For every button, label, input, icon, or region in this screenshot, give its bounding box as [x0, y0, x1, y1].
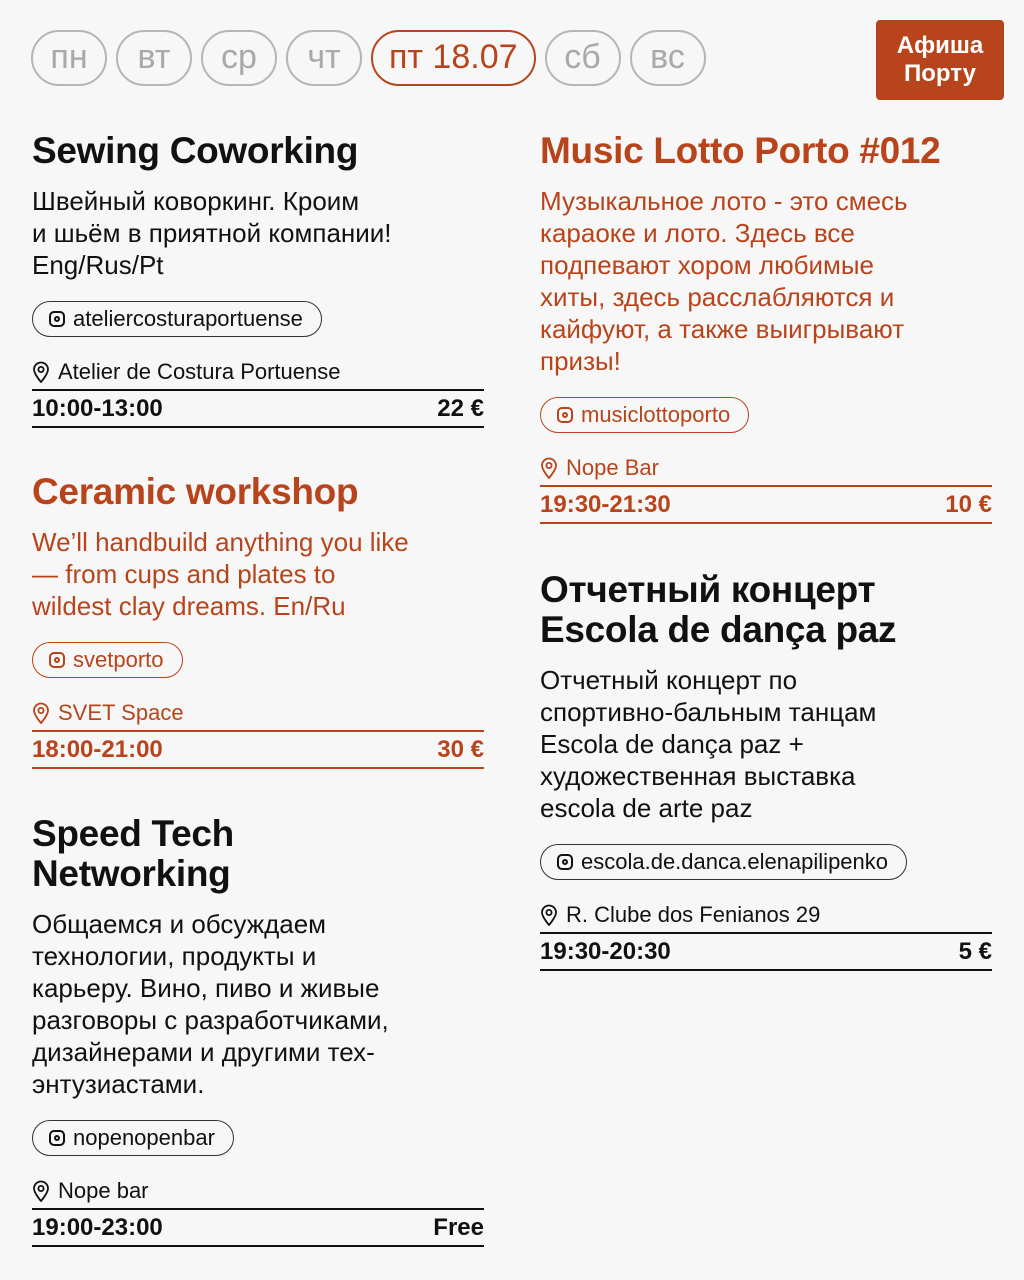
- instagram-link[interactable]: [32, 1120, 234, 1156]
- instagram-link[interactable]: [540, 844, 907, 880]
- instagram-icon: [49, 311, 65, 327]
- desc-line: художественная выставка: [540, 761, 856, 791]
- event-description: [32, 526, 484, 622]
- desc-line: Escola de dança paz +: [540, 729, 804, 759]
- title-line: Отчетный концерт: [540, 569, 876, 610]
- venue: [32, 1178, 484, 1204]
- desc-line: We’ll handbuild anything you like: [32, 527, 409, 557]
- desc-line: призы!: [540, 346, 621, 376]
- divider: [540, 522, 992, 524]
- desc-line: энтузиастами.: [32, 1069, 205, 1099]
- day-tab-sat[interactable]: сб: [545, 30, 621, 86]
- event-description: [32, 908, 484, 1100]
- event-title: Ceramic workshop: [32, 471, 359, 512]
- desc-line: и шьём в приятной компании!: [32, 218, 392, 248]
- desc-line: escola de arte paz: [540, 793, 753, 823]
- event-description: [32, 185, 484, 281]
- instagram-icon: [49, 652, 65, 668]
- divider: [32, 767, 484, 769]
- event-time: 19:30-20:30: [540, 938, 671, 965]
- divider: [540, 969, 992, 971]
- day-selector: [31, 30, 706, 90]
- desc-line: спортивно-бальным танцам: [540, 697, 877, 727]
- venue-name: Atelier de Costura Portuense: [58, 359, 341, 384]
- desc-line: — from cups and plates to: [32, 559, 336, 589]
- time-price-row: [540, 490, 992, 520]
- divider: [32, 426, 484, 428]
- event-price: 10 €: [945, 491, 992, 518]
- event-price: Free: [433, 1214, 484, 1241]
- divider: [540, 932, 992, 934]
- time-price-row: [32, 394, 484, 424]
- desc-line: дизайнерами и другими тех-: [32, 1037, 375, 1067]
- logo-line-1: Афиша: [896, 32, 984, 59]
- event-card-sewing: [32, 131, 484, 428]
- desc-line: технологии, продукты и: [32, 941, 317, 971]
- time-price-row: [540, 937, 992, 967]
- desc-line: Швейный коворкинг. Кроим: [32, 186, 360, 216]
- divider: [32, 389, 484, 391]
- instagram-handle: musiclottoporto: [581, 402, 731, 427]
- instagram-link[interactable]: [540, 397, 749, 433]
- venue-name: SVET Space: [58, 700, 184, 725]
- instagram-handle: svetporto: [73, 647, 164, 672]
- divider: [32, 1245, 484, 1247]
- desc-line: Eng/Rus/Pt: [32, 250, 164, 280]
- event-title: Music Lotto Porto #012: [540, 130, 941, 171]
- event-card-speed-tech: [32, 814, 484, 1247]
- desc-line: разговоры с разработчиками,: [32, 1005, 389, 1035]
- day-tab-mon[interactable]: пн: [31, 30, 107, 86]
- venue: [32, 359, 484, 385]
- title-line: Networking: [32, 853, 231, 894]
- event-time: 10:00-13:00: [32, 395, 163, 422]
- time-price-row: [32, 1213, 484, 1243]
- day-tab-thu[interactable]: чт: [286, 30, 362, 86]
- instagram-icon: [49, 1130, 65, 1146]
- desc-line: Общаемся и обсуждаем: [32, 909, 327, 939]
- instagram-handle: escola.de.danca.elenapilipenko: [581, 849, 889, 874]
- desc-line: Отчетный концерт по: [540, 665, 798, 695]
- desc-line: караоке и лото. Здесь все: [540, 218, 855, 248]
- location-pin-icon: [32, 361, 50, 383]
- venue-name: R. Clube dos Fenianos 29: [566, 902, 821, 927]
- event-card-music-lotto: [540, 131, 992, 524]
- event-title: [32, 814, 484, 894]
- instagram-handle: nopenopenbar: [73, 1125, 215, 1150]
- event-title: [540, 570, 992, 650]
- logo-line-2: Порту: [904, 60, 976, 87]
- day-tab-fri-active[interactable]: пт 18.07: [371, 30, 536, 86]
- venue: [540, 455, 992, 481]
- location-pin-icon: [32, 1180, 50, 1202]
- event-price: 22 €: [437, 395, 484, 422]
- desc-line: карьеру. Вино, пиво и живые: [32, 973, 380, 1003]
- location-pin-icon: [540, 457, 558, 479]
- desc-line: хиты, здесь расслабляются и: [540, 282, 895, 312]
- venue: [32, 700, 484, 726]
- event-time: 18:00-21:00: [32, 736, 163, 763]
- desc-line: wildest clay dreams. En/Ru: [32, 591, 346, 621]
- instagram-link[interactable]: [32, 301, 322, 337]
- event-time: 19:30-21:30: [540, 491, 671, 518]
- venue: [540, 902, 992, 928]
- event-time: 19:00-23:00: [32, 1214, 163, 1241]
- afisha-porto-logo: [876, 20, 1004, 100]
- instagram-link[interactable]: [32, 642, 183, 678]
- divider: [32, 1208, 484, 1210]
- divider: [540, 485, 992, 487]
- title-line: Escola de dança paz: [540, 609, 897, 650]
- event-description: [540, 664, 992, 824]
- location-pin-icon: [32, 702, 50, 724]
- instagram-icon: [557, 854, 573, 870]
- time-price-row: [32, 735, 484, 765]
- event-title: Sewing Coworking: [32, 130, 359, 171]
- title-line: Speed Tech: [32, 813, 234, 854]
- desc-line: кайфуют, а также выигрывают: [540, 314, 905, 344]
- location-pin-icon: [540, 904, 558, 926]
- event-card-concert: [540, 570, 992, 971]
- venue-name: Nope Bar: [566, 455, 659, 480]
- event-price: 5 €: [958, 938, 992, 965]
- event-price: 30 €: [437, 736, 484, 763]
- event-description: [540, 185, 992, 377]
- day-tab-wed[interactable]: ср: [201, 30, 277, 86]
- instagram-handle: ateliercosturaportuense: [73, 306, 303, 331]
- desc-line: Музыкальное лото - это смесь: [540, 186, 908, 216]
- event-card-ceramic: [32, 472, 484, 769]
- day-tab-tue[interactable]: вт: [116, 30, 192, 86]
- venue-name: Nope bar: [58, 1178, 149, 1203]
- instagram-icon: [557, 407, 573, 423]
- day-tab-sun[interactable]: вс: [630, 30, 706, 86]
- desc-line: подпевают хором любимые: [540, 250, 875, 280]
- divider: [32, 730, 484, 732]
